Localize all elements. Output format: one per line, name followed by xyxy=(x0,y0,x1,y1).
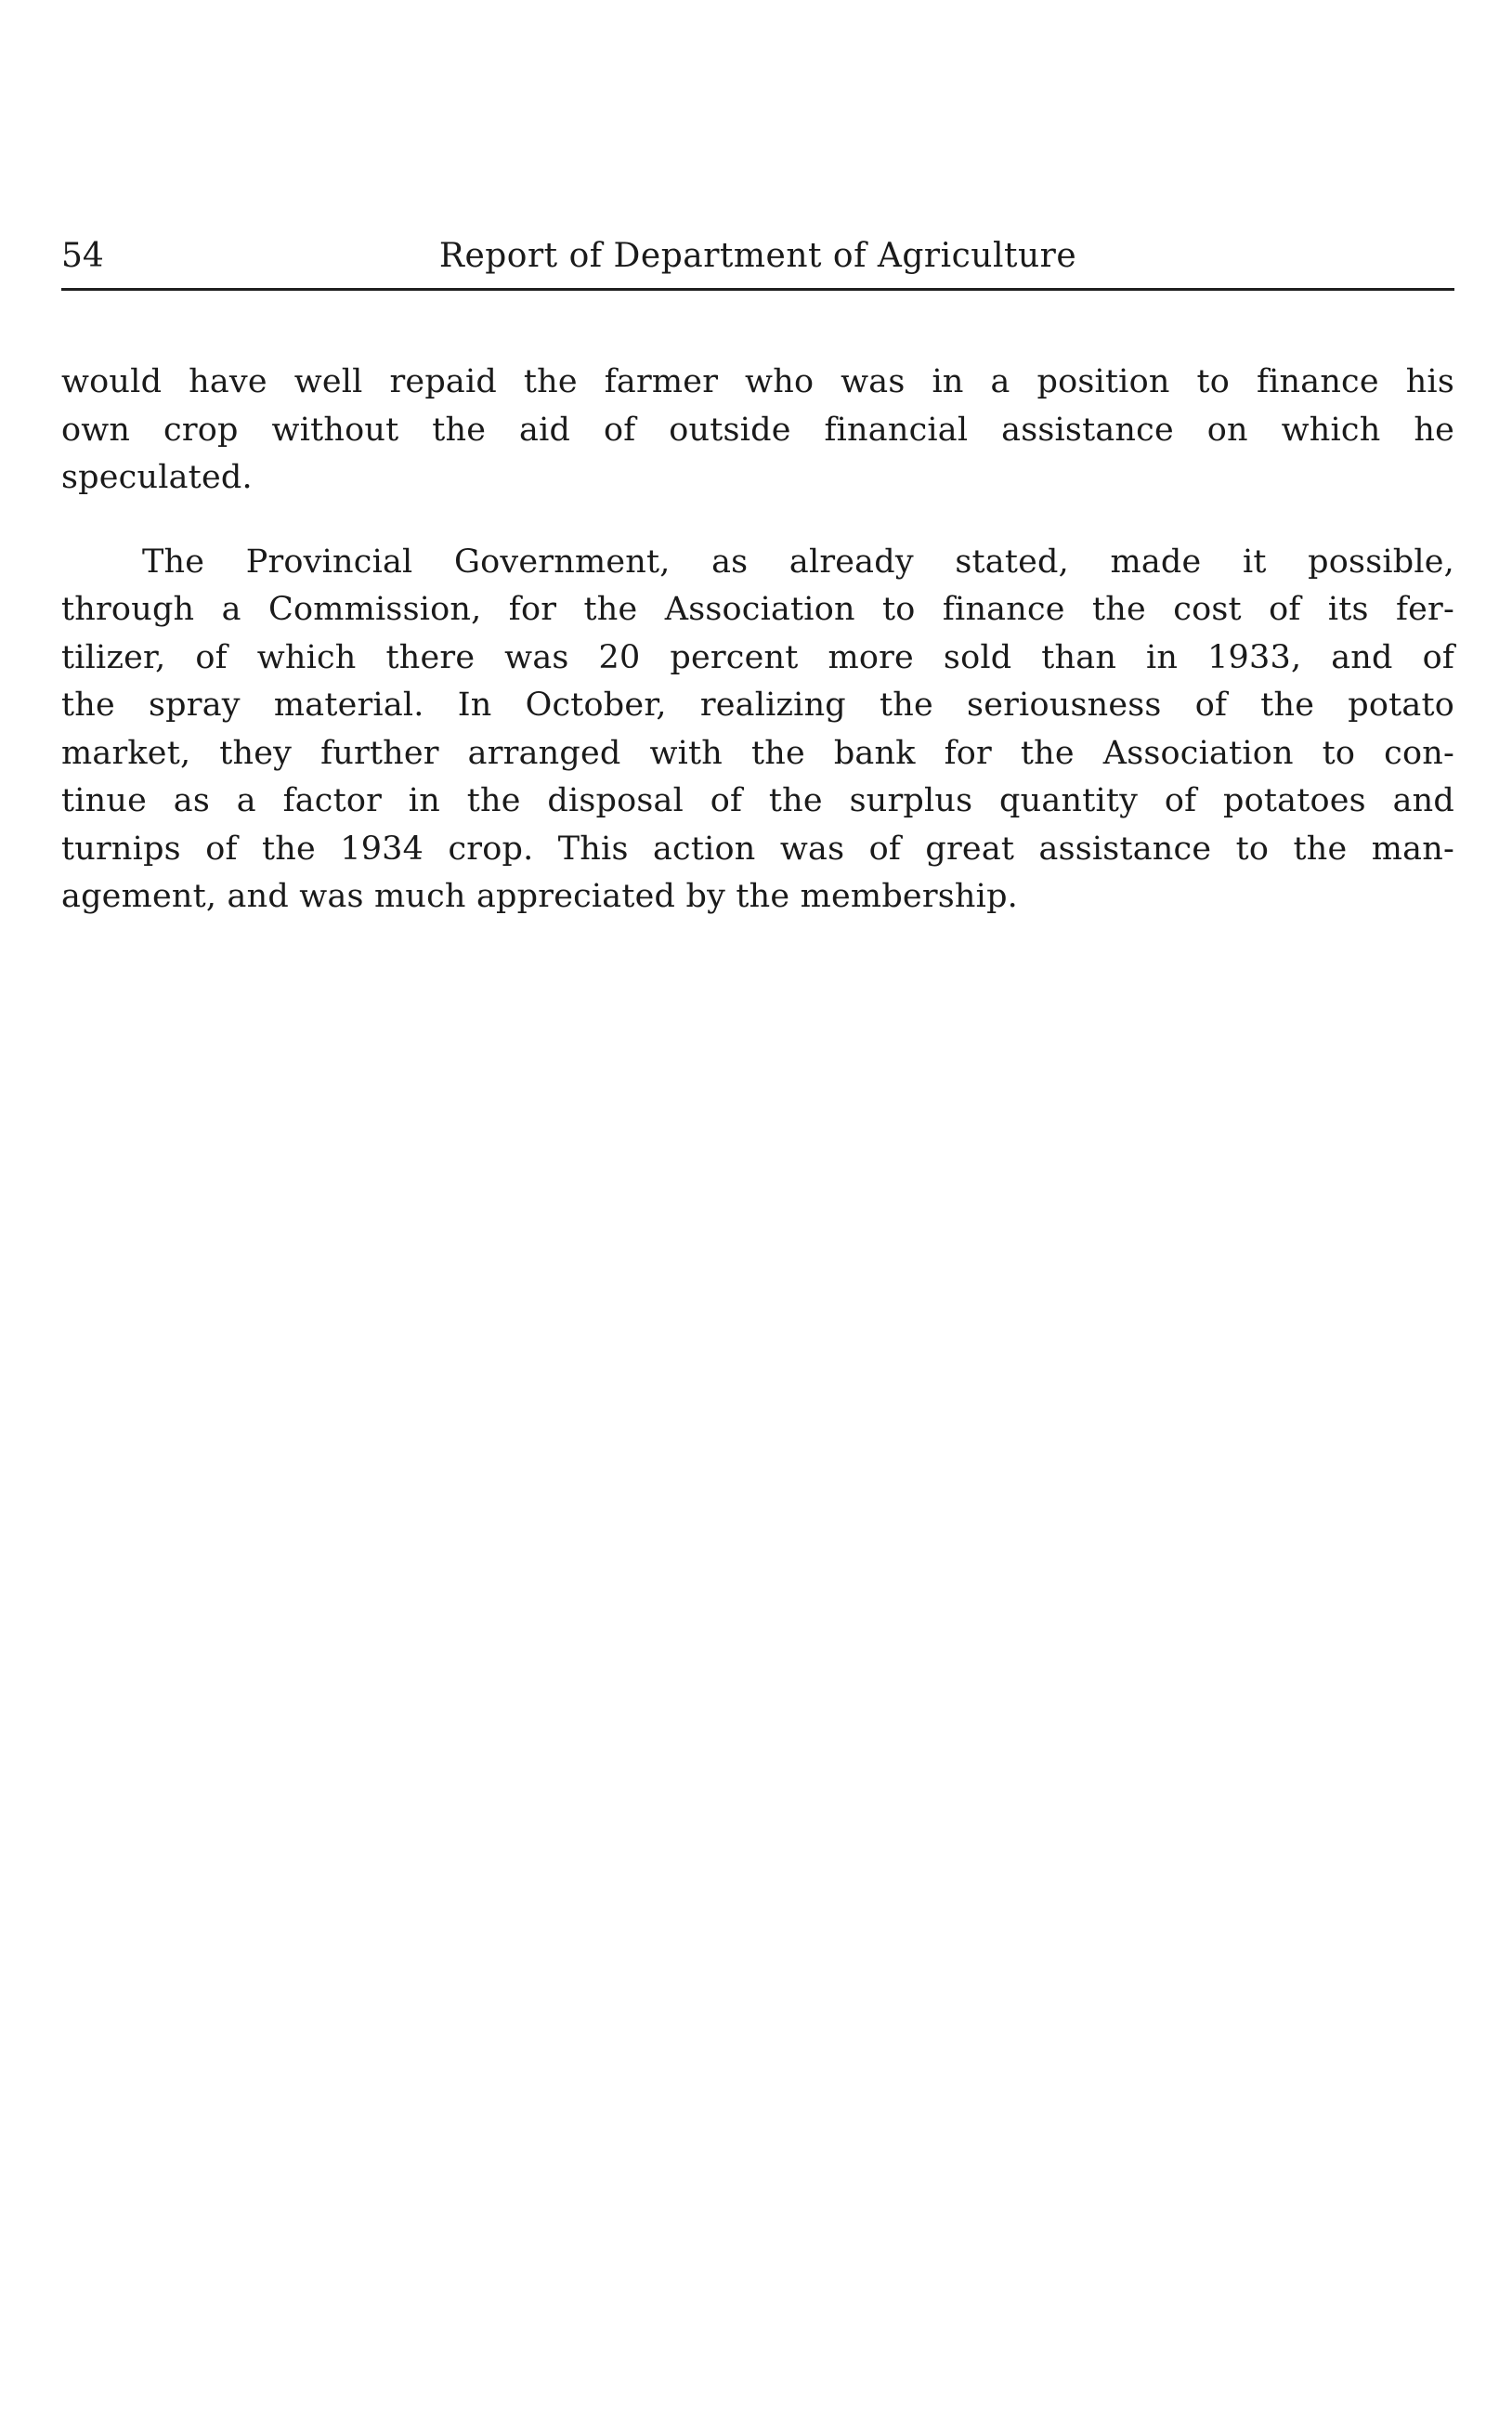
body-text xyxy=(61,359,1454,922)
text-line: through a Commission, for the Association to finance the cost of its fer- xyxy=(61,591,1454,628)
text-line: tilizer, of which there was 20 percent more sold than in 1933, and of xyxy=(61,638,1454,676)
text-line: would have well repaid the farmer who was in a position to finance his xyxy=(61,363,1454,400)
page-number: 54 xyxy=(61,237,104,275)
header-rule xyxy=(61,288,1454,291)
paragraph-2 xyxy=(61,539,1454,922)
text-line: turnips of the 1934 crop. This action was of great assistance to the man- xyxy=(61,830,1454,868)
running-header xyxy=(61,230,1454,282)
text-line: agement, and was much appreciated by the membership. xyxy=(61,878,1018,915)
text-line: tinue as a factor in the disposal of the surplus quantity of potatoes and xyxy=(61,782,1454,819)
text-line: speculated. xyxy=(61,459,253,496)
paragraph-1 xyxy=(61,359,1454,503)
header-title: Report of Department of Agriculture xyxy=(438,237,1077,275)
text-line: own crop without the aid of outside financial assistance on which he xyxy=(61,411,1454,449)
text-line: the spray material. In October, realizing the seriousness of the potato xyxy=(61,686,1454,724)
text-line: The Provincial Government, as already stated, made it possible, xyxy=(142,543,1454,581)
text-line: market, they further arranged with the bank for the Association to con- xyxy=(61,734,1454,772)
